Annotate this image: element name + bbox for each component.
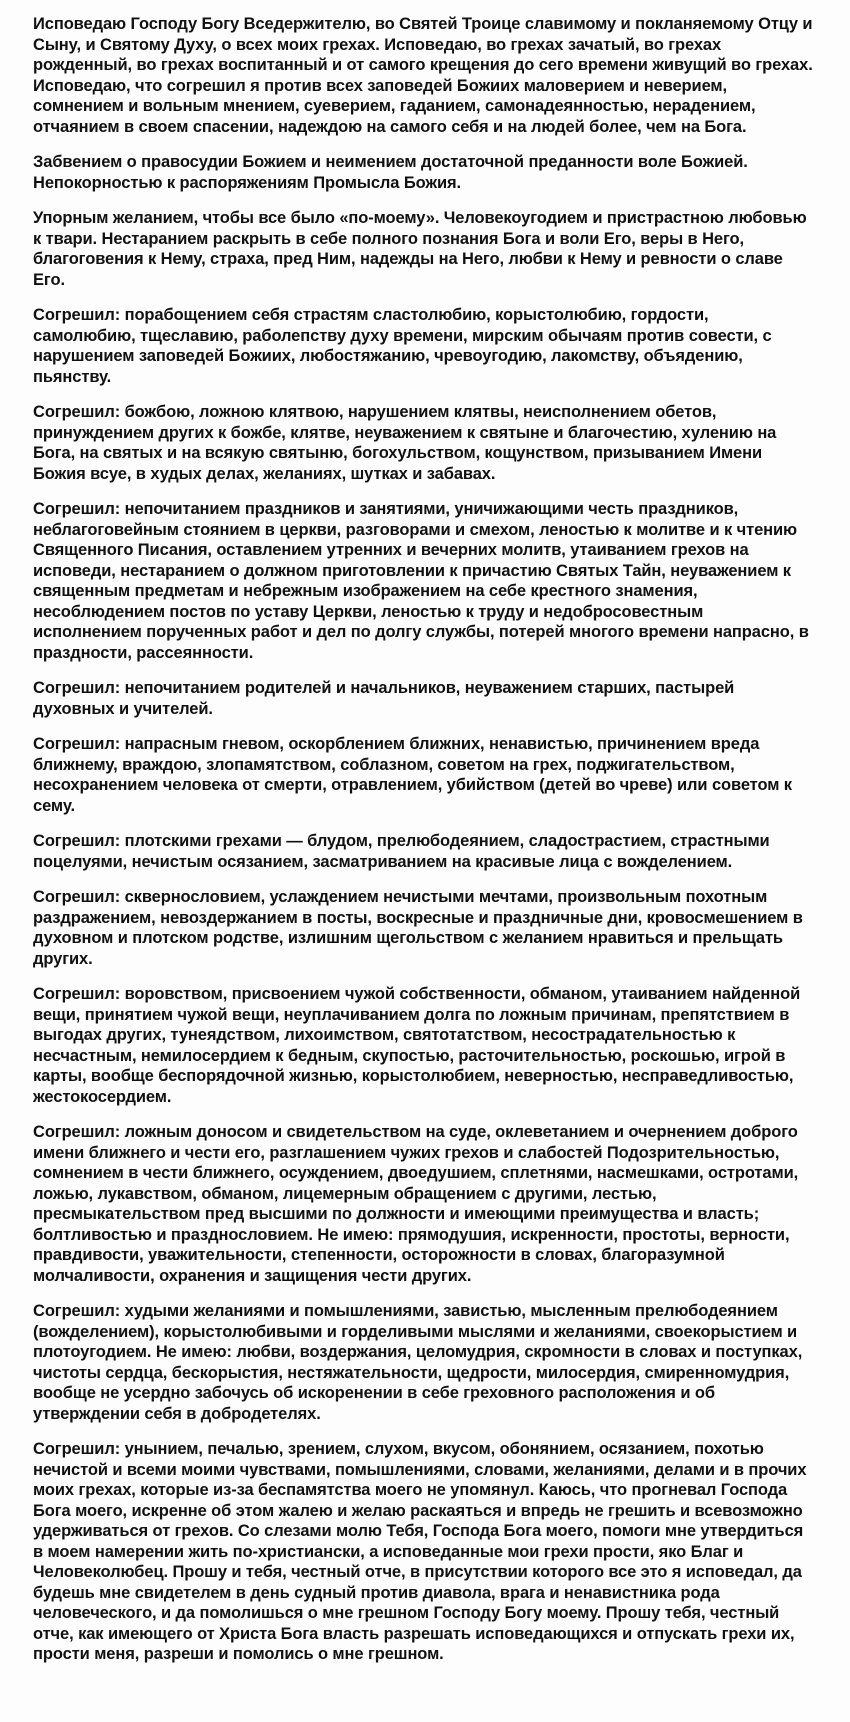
paragraph-self-will: Упорным желанием, чтобы все было «по-моему». Человекоугодием и пристрастною любовью к твари. Нестаранием раскрыть в себе полного познания Бога и воли Его, веры в Него, благоговения к Нему, страха, пред Ним, надежды на Него, любви к Нему и ревности о славе Его.	[33, 209, 807, 289]
paragraph-sins-oaths: Согрешил: божбою, ложною клятвою, нарушением клятвы, неисполнением обетов, принуждением других к божбе, клятве, неуважением к святыне и благочестию, хулению на Бога, на святых и на всякую святыню, богохульством, кощунством, призыванием Имени Божия всуе, в худых делах, желаниях, шутках и забавах.	[33, 403, 777, 483]
paragraph-sins-passions: Согрешил: порабощением себя страстям сластолюбию, корыстолюбию, гордости, самолюбию, тщеславию, раболепству духу времени, мирским обычаям против совести, с нарушением заповедей Божиих, любостяжанию, чревоугодию, лакомству, объядению, пьянству.	[33, 306, 772, 386]
paragraph-sins-feasts-church: Согрешил: непочитанием праздников и занятиями, уничижающими честь праздников, неблагоговейным стоянием в церкви, разговорами и смехом, леностью к молитве и к чтению Священного Писания, оставлением утренних и вечерних молитв, утаиванием грехов на исповеди, нестаранием о должном приготовлении к причастию Святых Тайн, неуважением к священным предметам и небрежным изображением на себе крестного знамения, несоблюдением постов по уставу Церкви, леностью к труду и недобросовестным исполнением порученных работ и дел по долгу службы, потерей многого времени напрасно, в праздности, рассеянности.	[33, 500, 809, 662]
paragraph-forgetting-justice: Забвением о правосудии Божием и неимением достаточной преданности воле Божией. Непокорностью к распоряжениям Промысла Божия.	[33, 153, 748, 192]
paragraph-sins-slander-lies: Согрешил: ложным доносом и свидетельством на суде, оклеветанием и очернением доброго имени ближнего и чести его, разглашением чужих грехов и слабостей Подозрительностью, сомнением в чести ближнего, осуждением, двоедушием, сплетнями, насмешками, остротами, ложью, лукавством, обманом, лицемерным обращением с другими, лестью, пресмыкательством пред высшими по должности и имеющими преимущества и власть; болтливостью и празднословием. Не имею: прямодушия, искренности, простоты, верности, правдивости, уважительности, степенности, осторожности в словах, благоразумной молчаливости, охранения и защищения чести других.	[33, 1123, 799, 1285]
paragraph-sins-theft-greed: Согрешил: воровством, присвоением чужой собственности, обманом, утаиванием найденной вещи, принятием чужой вещи, неуплачиванием долга по ложным причинам, препятствием в выгодах других, тунеядством, лихоимством, святотатством, несострадательностью к несчастным, немилосердием к бедным, скупостью, расточительностью, роскошью, игрой в карты, вообще беспорядочной жизнью, корыстолюбием, неверностью, несправедливостью, жестокосердием.	[33, 985, 801, 1106]
paragraph-sins-despondency-closing: Согрешил: унынием, печалью, зрением, слухом, вкусом, обонянием, осязанием, похотью нечистой и всеми моими чувствами, помышлениями, словами, желаниями, делами и в прочих моих грехах, которые из-за беспамятства моего не упомянул. Каюсь, что прогневал Господа Бога моего, искренне об этом жалею и желаю раскаяться и впредь не грешить и всевозможно удерживаться от грехов. Со слезами молю Тебя, Господа Бога моего, помоги мне утвердиться в моем намерении жить по-христиански, а исповеданные мои грехи прости, яко Благ и Человеколюбец. Прошу и тебя, честный отче, в присутствии которого все это я исповедал, да будешь мне свидетелем в день судный против диавола, врага и ненавистника рода человеческого, и да помолишься о мне грешном Господу Богу моему. Прошу тебя, честный отче, как имеющего от Христа Бога власть разрешать исповедающихся и отпускать грехи их, прости меня, разреши и помолись о мне грешном.	[33, 1440, 807, 1663]
paragraph-sins-anger-harm: Согрешил: напрасным гневом, оскорблением ближних, ненавистью, причинением вреда ближнему, враждою, злопамятством, соблазном, советом на грех, поджигательством, несохранением человека от смерти, отравлением, убийством (детей во чреве) или советом к сему.	[33, 735, 792, 815]
paragraph-sins-evil-thoughts: Согрешил: худыми желаниями и помышлениями, завистью, мысленным прелюбодеянием (вожделением), корыстолюбивыми и горделивыми мыслями и желаниями, своекорыстием и плотоугодием. Не имею: любви, воздержания, целомудрия, скромности в словах и поступках, чистоты сердца, бескорыстия, нестяжательности, щедрости, милосердия, смиренномудрия, вообще не усердно забочусь об искоренении в себе греховного расположения и об утверждении себя в добродетелях.	[33, 1302, 803, 1423]
paragraph-sins-parents-elders: Согрешил: непочитанием родителей и начальников, неуважением старших, пастырей духовных и учителей.	[33, 679, 735, 718]
paragraph-sins-foul-language: Согрешил: сквернословием, услаждением нечистыми мечтами, произвольным похотным раздражением, невоздержанием в посты, воскресные и праздничные дни, кровосмешением в духовном и плотском родстве, излишним щегольством с желанием нравиться и прельщать других.	[33, 888, 803, 968]
paragraph-sins-carnal: Согрешил: плотскими грехами — блудом, прелюбодеянием, сладострастием, страстными поцелуями, нечистым осязанием, засматриванием на красивые лица с вожделением.	[33, 832, 770, 871]
paragraph-confession-intro: Исповедаю Господу Богу Вседержителю, во Святей Троице славимому и покланяемому Отцу и Сыну, и Святому Духу, о всех моих грехах. Исповедаю, во грехах зачатый, во грехах рожденный, во грехах воспитанный и от самого крещения до сего времени живущий во грехах. Исповедаю, что согрешил я против всех заповедей Божиих маловерием и неверием, сомнением и вольным мнением, суеверием, гаданием, самонадеянностью, нерадением, отчаянием в своем спасении, надеждою на самого себя и на людей более, чем на Бога.	[33, 15, 813, 136]
